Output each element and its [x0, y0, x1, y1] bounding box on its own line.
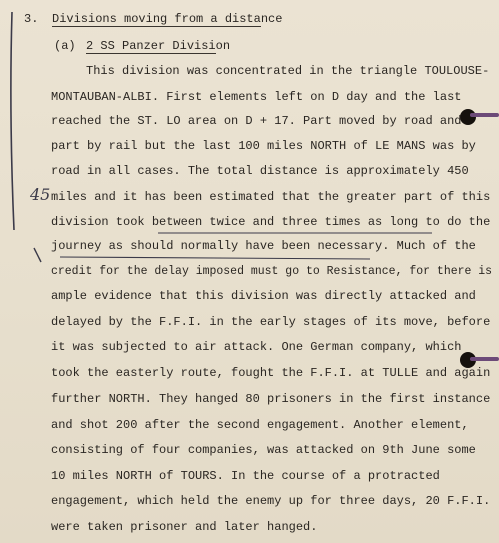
paragraph-line-2: MONTAUBAN-ALBI. First elements left on D day and the last: [51, 90, 462, 104]
paragraph-line-6: miles and it has been estimated that the greater part of this: [51, 190, 491, 204]
paragraph-line-13: took the easterly route, fought the F.F.I. at TULLE and again: [51, 366, 491, 380]
paragraph-line-1: This division was concentrated in the triangle TOULOUSE-: [86, 64, 490, 78]
paragraph-line-19: were taken prisoner and later hanged.: [51, 520, 318, 534]
paragraph-line-15: and shot 200 after the second engagement. Another element,: [51, 418, 469, 432]
paragraph-line-18: engagement, which held the enemy up for three days, 20 F.F.I.: [51, 494, 491, 508]
section-number: 3.: [24, 12, 39, 26]
binder-tag-bottom: [470, 357, 499, 361]
binder-hole-top: [460, 109, 476, 125]
margin-bracket-top: [11, 12, 14, 230]
paragraph-line-16: consisting of four companies, was attacked on 9th June some: [51, 443, 476, 457]
paragraph-line-12: it was subjected to air attack. One German company, which: [51, 340, 462, 354]
paragraph-line-5: road in all cases. The total distance is approximately 450: [51, 164, 469, 178]
binder-tag-top: [470, 113, 499, 117]
section-heading: Divisions moving from a distance: [52, 12, 283, 26]
margin-handwritten-number: 45: [30, 185, 51, 204]
paragraph-line-4: part by rail but the last 100 miles NORTH of LE MANS was by: [51, 139, 476, 153]
section-heading-underline: [52, 26, 261, 27]
subsection-title-underline: [86, 53, 216, 54]
paragraph-line-10: ample evidence that this division was directly attacked and: [51, 289, 476, 303]
paragraph-line-8: journey as should normally have been necessary. Much of the: [51, 239, 476, 253]
paragraph-line-17: 10 miles NORTH of TOURS. In the course of a protracted: [51, 469, 440, 483]
handwritten-underline-2: [60, 257, 370, 259]
paragraph-line-11: delayed by the F.F.I. in the early stages of its move, before: [51, 315, 491, 329]
paragraph-line-14: further NORTH. They hanged 80 prisoners in the first instance: [51, 392, 491, 406]
margin-tick-lower: [34, 248, 41, 262]
paragraph-line-9: credit for the delay imposed must go to Resistance, for there is: [51, 264, 493, 278]
subsection-title: 2 SS Panzer Division: [86, 39, 231, 53]
paragraph-line-3: reached the ST. LO area on D + 17. Part moved by road and: [51, 114, 462, 128]
paragraph-line-7: division took between twice and three times as long to do the: [51, 215, 491, 229]
subsection-label: (a): [54, 39, 76, 53]
